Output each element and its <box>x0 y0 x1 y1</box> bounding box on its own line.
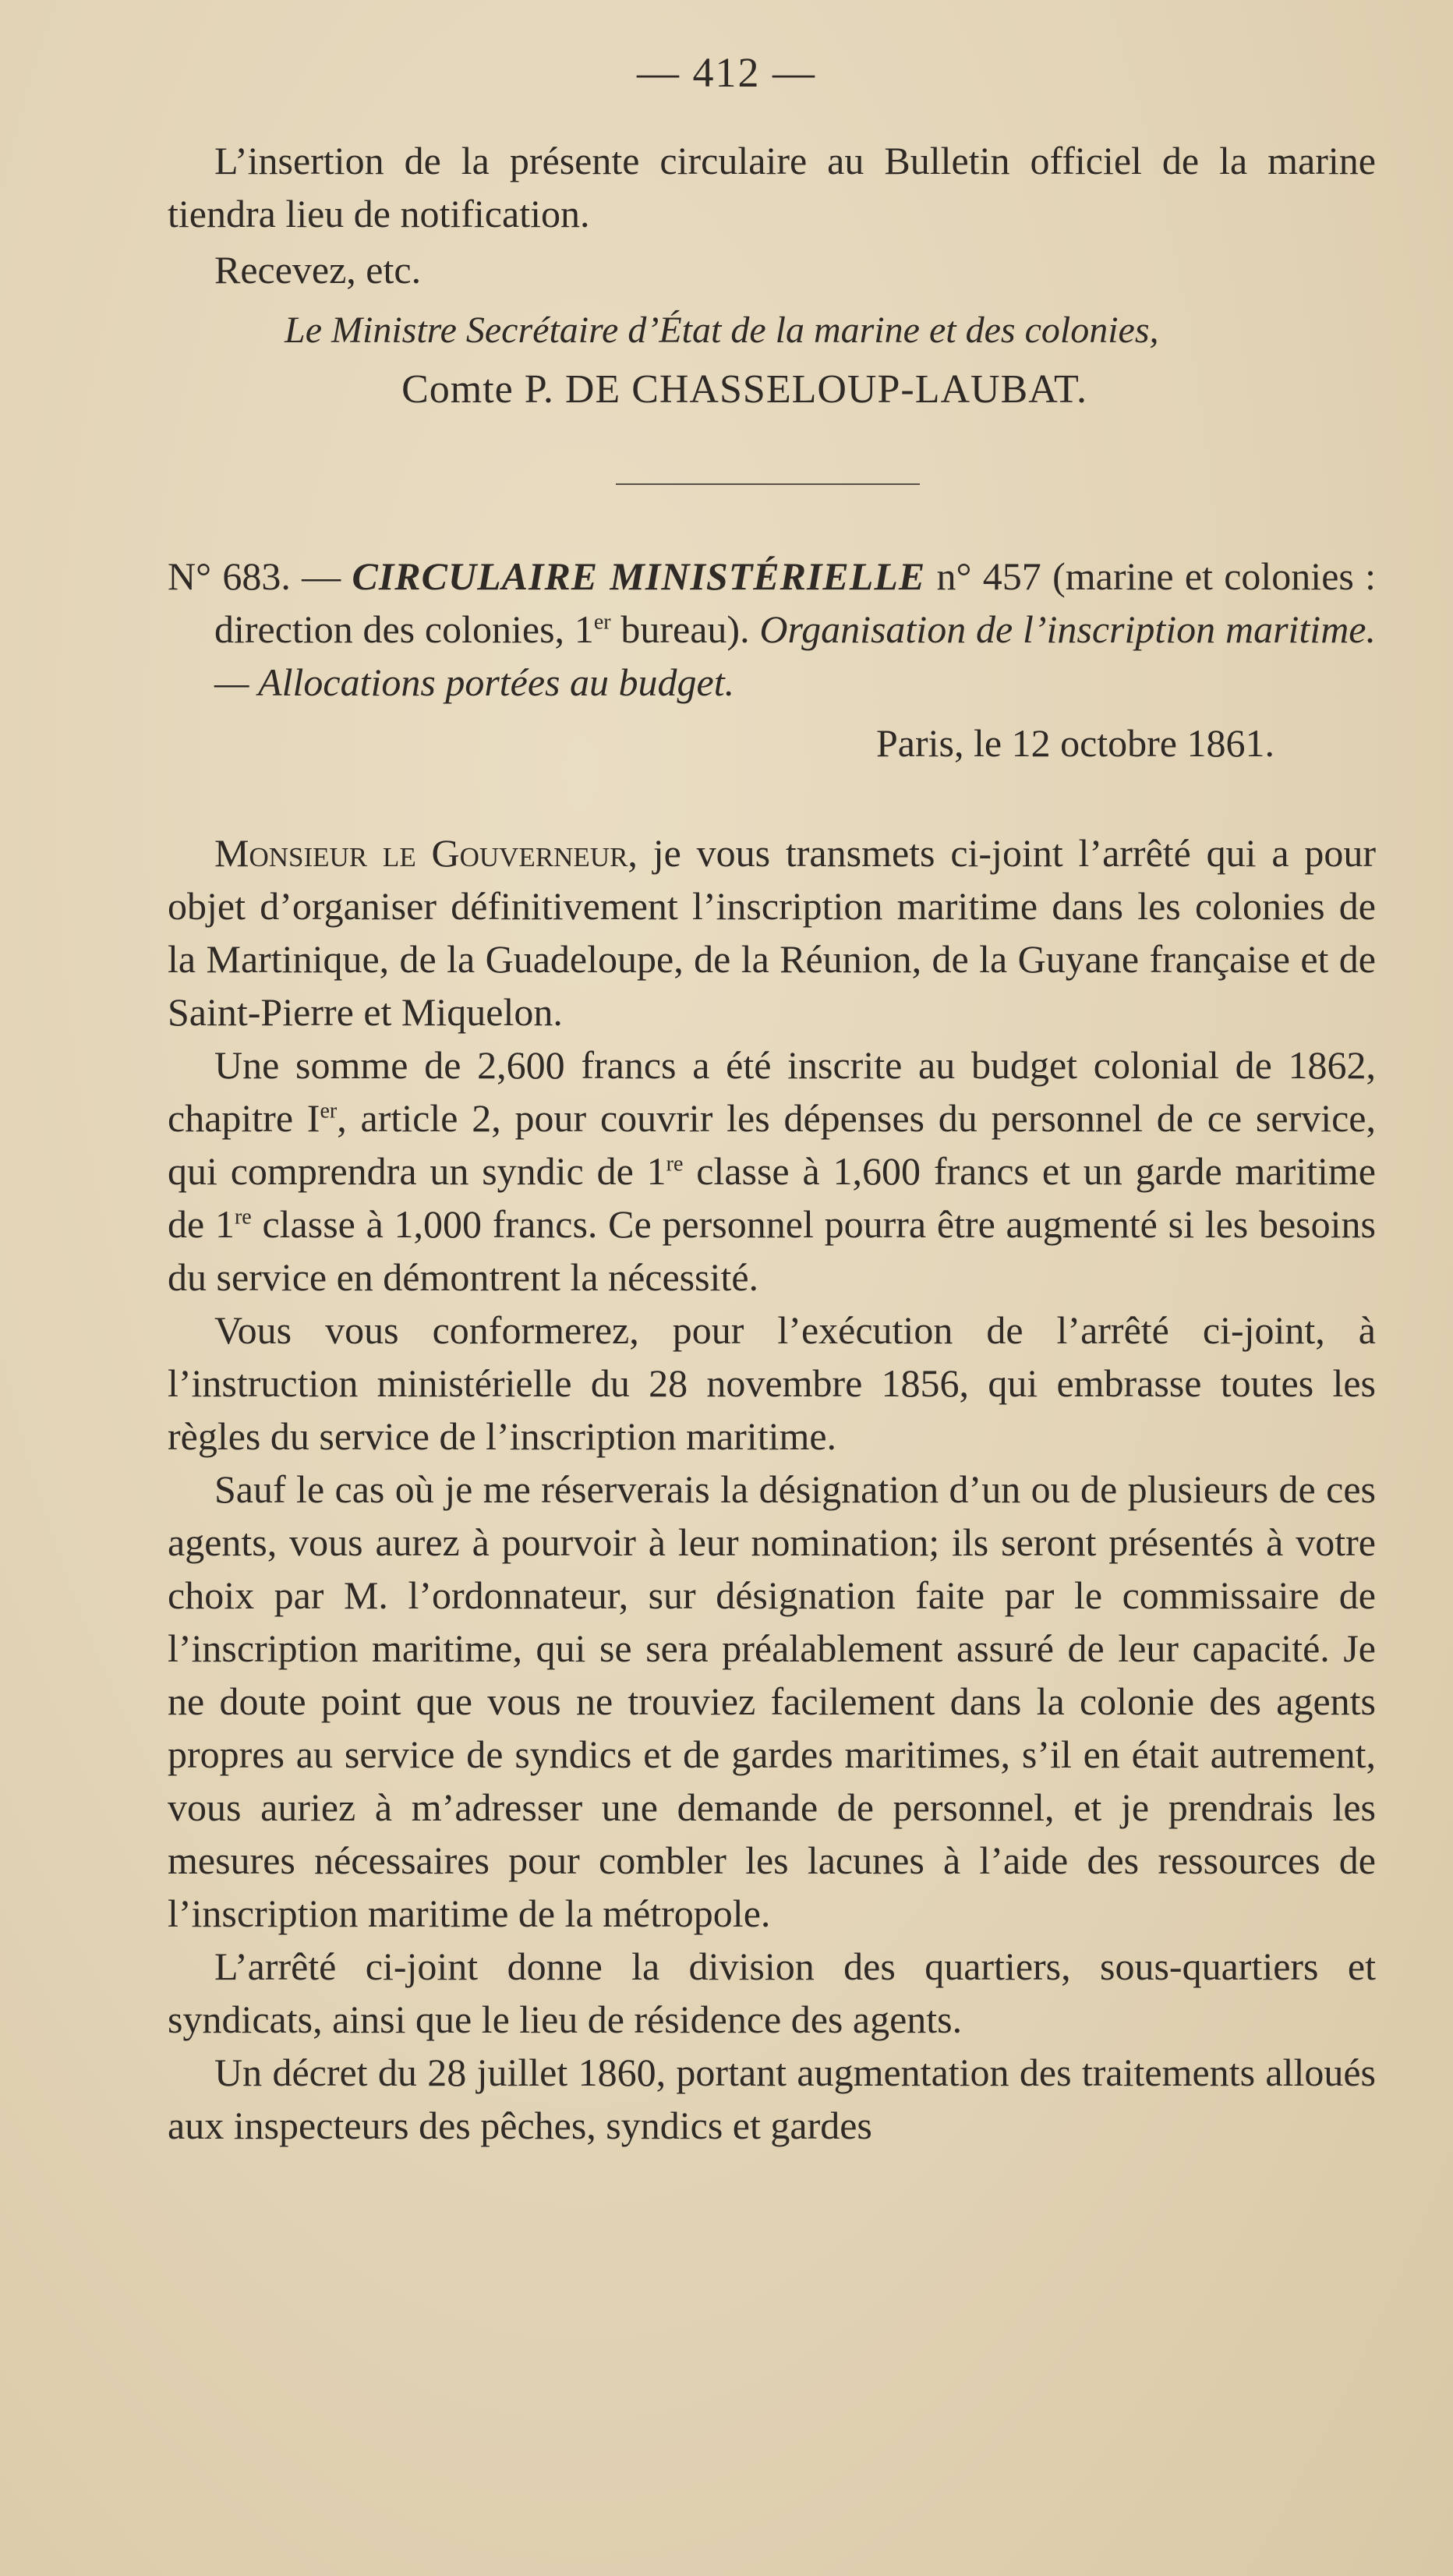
circular-subject: Organisation de l’inscription maritime. — Allocations portées au budget. <box>214 607 1376 704</box>
page-number: — 412 — <box>637 49 816 96</box>
body-paragraph-3: Vous vous conformerez, pour l’exécution de l’arrêté ci-joint, à l’instruction ministérielle du 28 novembre 1856, qui embrasse toutes les règles du service de l’inscription maritime. <box>168 1308 1376 1458</box>
body-paragraph-6: Un décret du 28 juillet 1860, portant augmentation des traitements alloués aux inspecteurs des pêches, syndics et gardes <box>168 2051 1376 2147</box>
superscript-re: re <box>666 1152 684 1177</box>
superscript-re-2: re <box>234 1205 252 1230</box>
section-divider <box>616 483 920 485</box>
salutation: Monsieur le Gouverneur, <box>214 831 638 875</box>
circular-title: CIRCULAIRE MINISTÉRIELLE <box>352 554 926 598</box>
body-paragraph-2 <box>168 1039 1376 1304</box>
superscript-er: er <box>320 1099 338 1123</box>
body-paragraph-1 <box>168 826 1376 1039</box>
signature-name: Comte P. DE CHASSELOUP-LAUBAT. <box>401 367 1087 412</box>
circular-heading-block <box>168 550 1376 782</box>
signoff-line: Recevez, etc. <box>214 248 422 292</box>
body-paragraph-5: L’arrêté ci-joint donne la division des quartiers, sous-quartiers et syndicats, ainsi que le lieu de résidence des agents. <box>168 1944 1376 2041</box>
body-paragraph-2-part-b: , article 2, pour couvrir les dépenses du personnel de ce service, qui comprendra un syndic de 1 <box>168 1096 1376 1193</box>
body-paragraph-2-part-d: classe à 1,000 francs. Ce personnel pourra être augmenté si les besoins du service en démontrent la nécessité. <box>168 1202 1376 1299</box>
body-paragraph-2-part-a: Une somme de 2,600 francs a été inscrite au budget colonial de 1862, chapitre I <box>168 1043 1376 1140</box>
signature-title: Le Ministre Secrétaire d’État de la marine et des colonies, <box>285 310 1159 351</box>
body-paragraph-2-part-c: classe à 1,600 francs et un garde maritime de 1 <box>168 1149 1376 1246</box>
circular-heading-text <box>168 550 1376 709</box>
circular-body <box>168 826 1376 2152</box>
body-paragraph-1-text: je vous transmets ci-joint l’arrêté qui a pour objet d’organiser définitivement l’inscription maritime dans les colonies de la Martinique, de la Guadeloupe, de la Réunion, de la Guyane française et de Saint-Pierre et Miquelon. <box>168 831 1376 1034</box>
previous-circular-ending <box>168 134 1376 416</box>
circular-reference: n° 457 (marine et colonies : direction des colonies, 1 <box>214 554 1377 651</box>
dateline: Paris, le 12 octobre 1861. <box>875 721 1274 765</box>
notification-paragraph: L’insertion de la présente circulaire au Bulletin officiel de la marine tiendra lieu de notification. <box>168 139 1376 235</box>
circular-reference-sup: er <box>593 610 611 635</box>
body-paragraph-4: Sauf le cas où je me réserverais la désignation d’un ou de plusieurs de ces agents, vous aurez à pourvoir à leur nomination; ils seront présentés à votre choix par M. l’ordonnateur, sur désignation faite par le commissaire de l’inscription maritime, qui se sera préalablement assuré de leur capacité. Je ne doute point que vous ne trouviez facilement dans la colonie des agents propres au service de syndics et de gardes maritimes, s’il en était autrement, vous auriez à m’adresser une demande de personnel, et je prendrais les mesures nécessaires pour combler les lacunes à l’aide des ressources de l’inscription maritime de la métropole. <box>168 1467 1376 1935</box>
circular-number: N° 683. — <box>168 554 341 598</box>
circular-heading <box>168 550 1376 709</box>
circular-reference-suffix: bureau). <box>610 607 750 651</box>
